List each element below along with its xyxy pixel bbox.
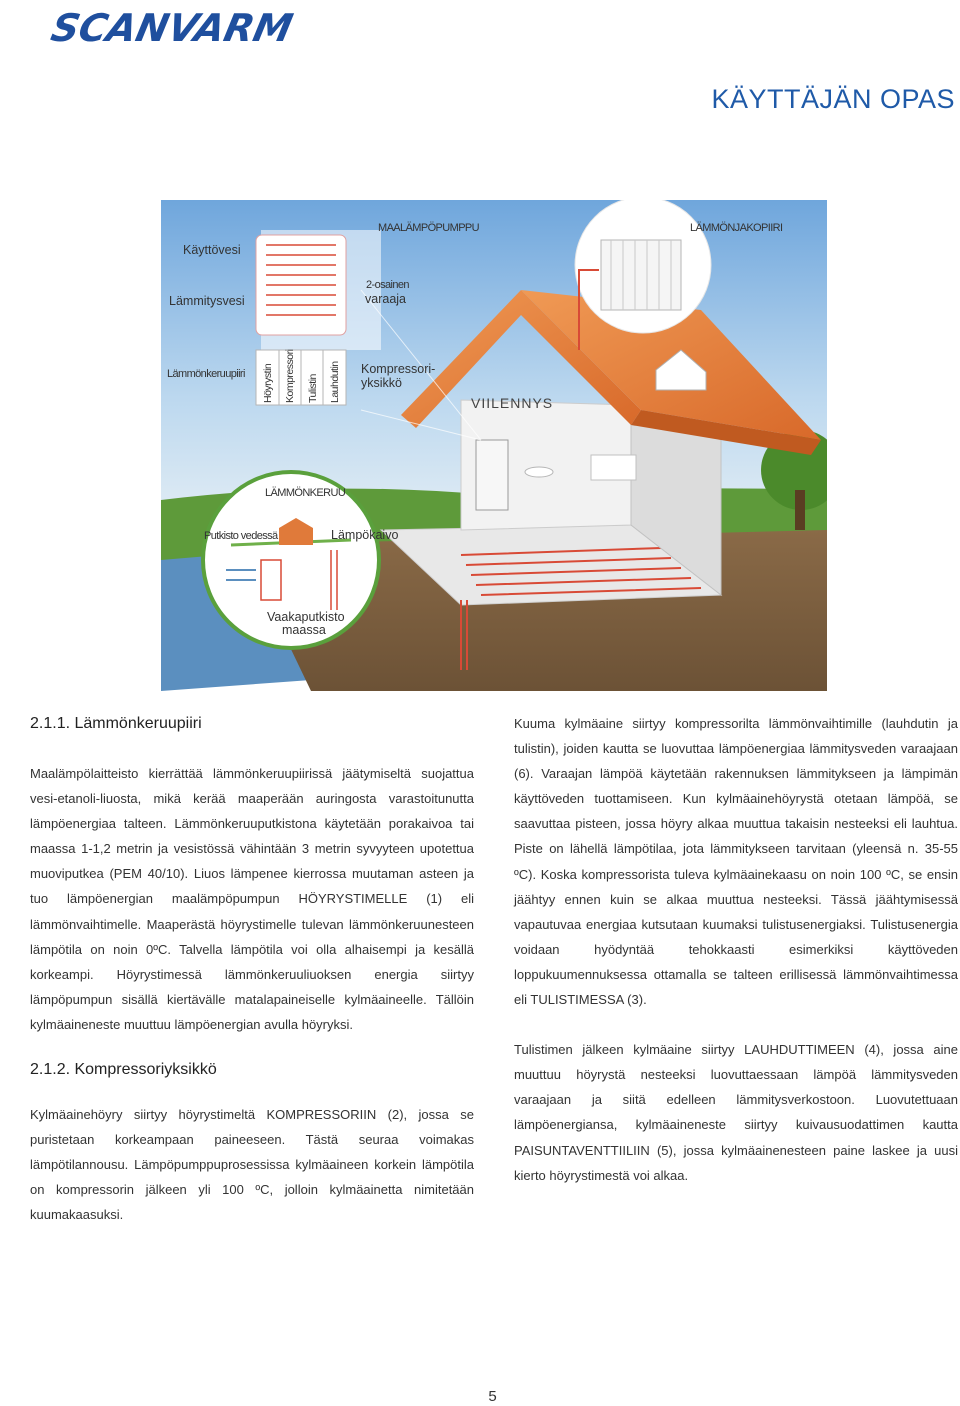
label-lammonkeruu: LÄMMÖNKERUU — [265, 487, 346, 499]
label-tulistin: Tulistin — [307, 374, 319, 403]
label-lampokaivo: Lämpökaivo — [331, 528, 399, 542]
section-heading-lammonkeruupiiri: 2.1.1. Lämmönkeruupiiri — [30, 715, 202, 732]
label-varaaja-2: varaaja — [365, 292, 406, 306]
scanvarm-logo: SCANVARM — [47, 6, 297, 50]
label-kompressori: Kompressori — [284, 349, 296, 403]
paragraph-paisuntaventtiili: Tulistimen jälkeen kylmäaine siirtyy LAUHDUTTIMEEN (4), jossa aine muuttuu höyrystä nesteeksi luovuttaessaan lämpöä lämmitysveden varaajaan ja siitä edelleen lämmitysverkostoon. Luovutettuaan lämpöenergiansa, kylmäaineneste siirtyy kuivausuodattimen kautta PAISUNTAVENTTIILIIN (5), jossa kylmäainenesteen paine laskee ja uusi kierto höyrystimestä voi alkaa. — [514, 1042, 958, 1183]
paragraph-lauhdutin-tulistin: Kuuma kylmäaine siirtyy kompressorilta lämmönvaihtimille (lauhdutin ja tulistin), joiden kautta se luovuttaa lämpöenergiaa lämmitysveden varaajaan (6). Varaajan lämpöä käytetään rakennuksen lämmitykseen ja lämpimän käyttöveden tuottamiseen. Kun kylmäainehöyrystä otetaan lämpöä, se saavuttaa pisteen, jossa höyry alkaa muuttua takaisin nesteeksi eli lauhtua. Piste on lähellä lämpötilaa, jota lämmitykseen tarvitaan (yleensä n. 35-55 ºC). Koska kompressorista tuleva kylmäainekaasu on noin 100 ºC, se ensin jäähtyy ennen kuin se alkaa muuttua nesteeksi. Tässä jäähtymisessä vapautuvaa energiaa kutsutaan kuumaksi tulistusenergiaksi. Tulistusenergia voidaan hyödyntää tehokkaasti esimerkiksi käyttöveden loppukuumennuksessa ottamalla se talteen erillisessä lämmönvaihtimessa eli TULISTIMESSA (3). — [514, 716, 958, 1008]
section-heading-kompressoriyksikko: 2.1.2. Kompressoriyksikkö — [30, 1061, 217, 1079]
label-kayttovesi: Käyttövesi — [183, 243, 241, 257]
right-column — [514, 711, 958, 1188]
page-number: 5 — [488, 1388, 497, 1405]
illustration-graphic — [161, 200, 827, 691]
label-lammonjakopiiri: LÄMMÖNJAKOPIIRI — [690, 222, 783, 234]
label-lauhdutin: Lauhdutin — [329, 361, 341, 403]
page-title: KÄYTTÄJÄN OPAS — [711, 84, 955, 114]
paragraph-kompressoriyksikko: Kylmäainehöyry siirtyy höyrystimeltä KOMPRESSORIIN (2), jossa se puristetaan korkeampaan paineeseen. Tästä seuraa voimakas lämpötilannousu. Lämpöpumppuprosessissa kylmäaineen korkein lämpötila on kompressorin jälkeen yli 100 ºC, jolloin kylmäainetta nimitetään kuumakaasuksi. — [30, 1107, 474, 1223]
label-lammonkeruupiiri: Lämmönkeruupiiri — [167, 368, 245, 380]
label-lammitysvesi: Lämmitysvesi — [169, 294, 245, 308]
paragraph-lammonkeruupiiri: Maalämpölaitteisto kierrättää lämmönkeruupiirissä jäätymiseltä suojattua vesi-etanoli-liuosta, mikä kerää maaperään auringosta varastoitunutta lämpöenergiaa talteen. Lämmönkeruuputkistona käytetään porakaivoa tai maassa 1-1,2 metrin ja vesistössä vähintään 3 metrin syvyyteen upotettua muoviputkea (PEM 40/10). Liuos lämpenee kierrossa muutaman asteen ja tuo lämpöenergian maalämpöpumpun HÖYRYSTIMELLE (1) eli lämmönvaihtimelle. Maaperästä höyrystimelle tulevan lämmönkeruunesteen lämpötila on noin 0ºC. Talvella lämpötila voi olla alhaisempi ja kesällä korkeampi. Höyrystimessä lämmönkeruuliuoksen energia siirtyy lämpöpumpun sisällä kiertävälle matalapaineiselle kylmäaineelle. Tällöin kylmäaineneste muuttuu lämpöenergian avulla höyryksi. — [30, 766, 474, 1032]
left-column — [30, 711, 474, 1228]
label-viilennys: VIILENNYS — [471, 395, 554, 411]
label-varaaja-1: 2-osainen — [366, 279, 409, 291]
label-vaakaputkisto-2: maassa — [282, 623, 326, 637]
label-hoyrystin: Höyrystin — [262, 363, 274, 403]
label-putkisto-vedessa: Putkisto vedessä — [204, 530, 278, 542]
label-kompressoriyksikko-1: Kompressori- — [361, 362, 436, 376]
label-kompressoriyksikko-2: yksikkö — [361, 376, 402, 390]
label-vaakaputkisto-1: Vaakaputkisto — [267, 610, 345, 624]
label-maalampopumppu: MAALÄMPÖPUMPPU — [378, 222, 480, 234]
heat-pump-illustration — [161, 200, 827, 691]
